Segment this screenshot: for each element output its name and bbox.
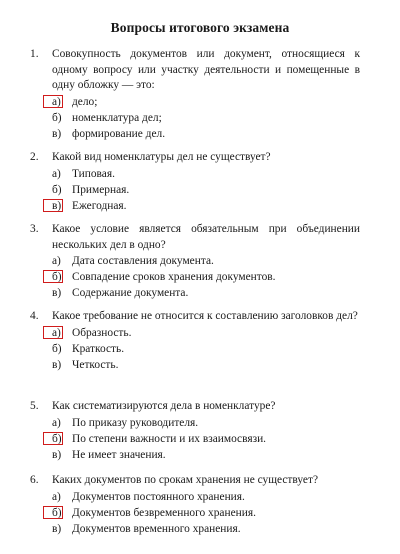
option-text: По приказу руководителя. [72,416,199,429]
option-letter: б) [52,432,62,445]
answer-option-correct [30,94,360,110]
option-letter: а) [52,490,61,503]
option-text: Совпадение сроков хранения документов. [72,271,276,284]
question-6 [30,473,360,537]
question-text: Каких документов по срокам хранения не существует? [52,474,318,486]
question-number: 2. [30,151,39,163]
option-text: Документов постоянного хранения. [72,490,245,503]
answer-option [30,341,360,357]
option-text: Документов безвременного хранения. [72,506,256,519]
option-letter: а) [52,255,61,268]
option-text: номенклатура дел; [72,111,162,124]
answer-option-correct [30,431,360,447]
option-letter: в) [52,287,62,300]
option-text: Ежегодная. [72,199,127,212]
answer-option-correct [30,269,360,285]
option-text: Дата составления документа. [72,255,214,268]
option-text: формирование дел. [72,127,166,140]
option-text: Документов временного хранения. [72,522,241,535]
question-text: Какое условие является обязательным при объединении нескольких дел в одно? [52,223,360,251]
answer-option [30,182,360,198]
answer-option [30,126,360,142]
answer-option [30,110,360,126]
option-text: дело; [72,95,98,108]
answer-option [30,285,360,301]
question-5 [30,399,360,463]
option-text: Образность. [72,326,132,339]
option-letter: а) [52,95,61,108]
question-number: 3. [30,223,39,235]
answer-option [30,489,360,505]
answer-option [30,253,360,269]
answer-option [30,521,360,537]
option-letter: а) [52,326,61,339]
option-text: Не имеет значения. [72,448,166,461]
option-letter: а) [52,167,61,180]
question-text: Какое требование не относится к составлению заголовков дел? [52,310,358,322]
answer-option [30,447,360,463]
page-title: Вопросы итогового экзамена [110,20,290,35]
answer-option-correct [30,198,360,214]
question-text: Совокупность документов или документ, относящиеся к одному вопросу или участку деятельности и помещенные в одну обложку — это: [52,48,360,92]
question-number: 6. [30,474,39,486]
question-4 [30,309,360,373]
answer-option [30,357,360,373]
option-text: Типовая. [72,167,115,180]
answer-option-correct [30,325,360,341]
option-letter: в) [52,199,62,212]
answer-option [30,166,360,182]
option-letter: в) [52,522,62,535]
question-text: Какой вид номенклатуры дел не существует? [52,151,271,163]
option-letter: а) [52,416,61,429]
question-number: 1. [30,48,39,60]
option-text: Четкость. [72,358,119,371]
question-text: Как систематизируются дела в номенклатуре? [52,400,276,412]
option-letter: б) [52,271,62,284]
option-letter: б) [52,111,62,124]
question-1 [30,47,360,142]
answer-option-correct [30,505,360,521]
option-letter: б) [52,506,62,519]
option-letter: в) [52,448,62,461]
option-text: Примерная. [72,183,130,196]
option-text: По степени важности и их взаимосвязи. [72,432,267,445]
option-letter: б) [52,183,62,196]
question-number: 4. [30,310,39,322]
answer-option [30,415,360,431]
option-letter: в) [52,358,62,371]
option-text: Краткость. [72,342,125,355]
option-letter: в) [52,127,62,140]
question-number: 5. [30,400,39,412]
option-letter: б) [52,342,62,355]
question-3 [30,222,360,301]
question-2 [30,150,360,214]
option-text: Содержание документа. [72,287,189,300]
